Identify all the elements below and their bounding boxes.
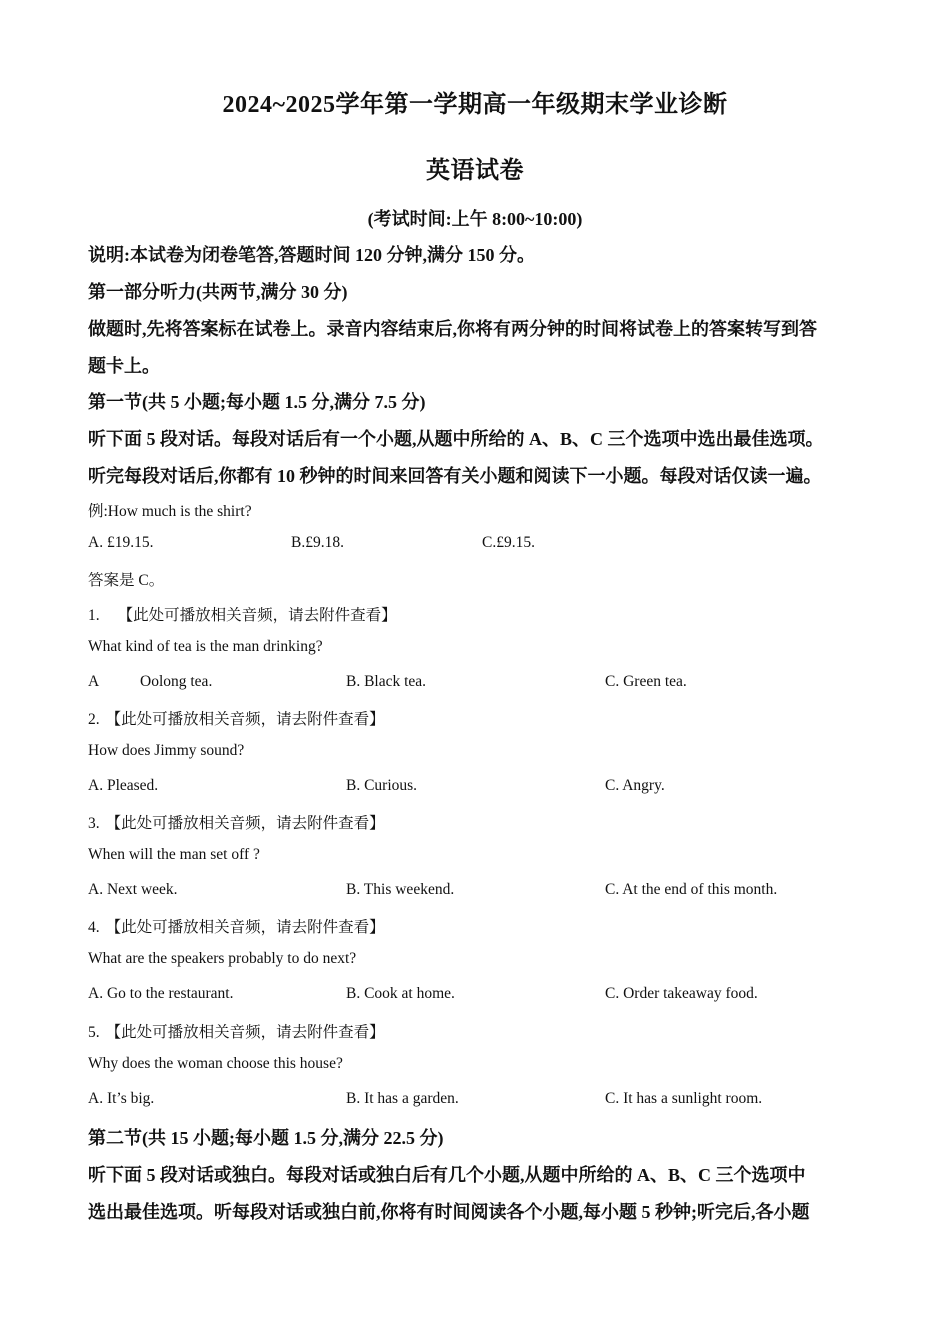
option-c: C. It has a sunlight room. bbox=[605, 1090, 763, 1107]
example-question: 例:How much is the shirt? bbox=[88, 503, 252, 520]
exam-subtitle: 英语试卷 bbox=[426, 158, 524, 184]
question-1-text: What kind of tea is the man drinking? bbox=[88, 638, 323, 655]
section2-intro-line2: 选出最佳选项。听每段对话或独白前,你将有时间阅读各个小题,每小题 5 秒钟;听完后,各小题 bbox=[88, 1202, 810, 1222]
example-option-c: C.£9.15. bbox=[482, 534, 535, 551]
section2-intro-line1: 听下面 5 段对话或独白。每段对话或独白后有几个小题,从题中所给的 A、B、C 三个选项中 bbox=[88, 1165, 806, 1185]
option-a: Oolong tea. bbox=[140, 673, 213, 690]
section2-heading: 第二节(共 15 小题;每小题 1.5 分,满分 22.5 分) bbox=[88, 1128, 444, 1148]
question-1-audio bbox=[88, 603, 397, 625]
question-number: 1. bbox=[88, 607, 100, 624]
option-a: A. It’s big. bbox=[88, 1090, 155, 1107]
example-option-b: B.£9.18. bbox=[291, 534, 344, 551]
option-b: B. This weekend. bbox=[346, 881, 455, 898]
question-3-audio bbox=[88, 811, 385, 833]
question-5-audio bbox=[88, 1020, 385, 1042]
option-b: B. Cook at home. bbox=[346, 985, 455, 1002]
question-2-text: How does Jimmy sound? bbox=[88, 742, 245, 759]
option-a: A. Pleased. bbox=[88, 777, 159, 794]
audio-note: 【此处可播放相关音频，请去附件查看】 bbox=[105, 711, 385, 728]
question-number: 5. bbox=[88, 1024, 100, 1041]
option-b: B. Black tea. bbox=[346, 673, 427, 690]
audio-note: 【此处可播放相关音频，请去附件查看】 bbox=[105, 919, 385, 936]
example-option-a: A. £19.15. bbox=[88, 534, 154, 551]
question-number: 3. bbox=[88, 815, 100, 832]
audio-note: 【此处可播放相关音频，请去附件查看】 bbox=[105, 815, 385, 832]
audio-note: 【此处可播放相关音频，请去附件查看】 bbox=[117, 607, 397, 624]
instructions-note: 说明:本试卷为闭卷笔答,答题时间 120 分钟,满分 150 分。 bbox=[88, 245, 535, 265]
part1-heading: 第一部分听力(共两节,满分 30 分) bbox=[88, 282, 348, 302]
option-b: B. It has a garden. bbox=[346, 1090, 459, 1107]
question-4-text: What are the speakers probably to do next? bbox=[88, 950, 357, 967]
example-answer: 答案是 C。 bbox=[88, 572, 165, 589]
question-4-audio bbox=[88, 915, 385, 937]
option-c: C. Angry. bbox=[605, 777, 665, 794]
question-3-text: When will the man set off ? bbox=[88, 846, 260, 863]
question-5-text: Why does the woman choose this house? bbox=[88, 1055, 343, 1072]
option-a: A. Go to the restaurant. bbox=[88, 985, 234, 1002]
option-c: C. Order takeaway food. bbox=[605, 985, 758, 1002]
exam-title: 2024~2025学年第一学期高一年级期末学业诊断 bbox=[222, 92, 728, 118]
part1-intro-line2: 题卡上。 bbox=[88, 356, 160, 376]
option-c: C. At the end of this month. bbox=[605, 881, 778, 898]
section1-intro-line1: 听下面 5 段对话。每段对话后有一个小题,从题中所给的 A、B、C 三个选项中选出最佳选项。 bbox=[88, 429, 824, 449]
option-c: C. Green tea. bbox=[605, 673, 687, 690]
section1-heading: 第一节(共 5 小题;每小题 1.5 分,满分 7.5 分) bbox=[88, 392, 426, 412]
part1-intro-line1: 做题时,先将答案标在试卷上。录音内容结束后,你将有两分钟的时间将试卷上的答案转写到答 bbox=[88, 319, 817, 339]
question-2-audio bbox=[88, 707, 385, 729]
option-b: B. Curious. bbox=[346, 777, 418, 794]
question-number: 2. bbox=[88, 711, 100, 728]
audio-note: 【此处可播放相关音频，请去附件查看】 bbox=[105, 1024, 385, 1041]
option-a-letter: A bbox=[88, 673, 100, 690]
exam-time: (考试时间:上午 8:00~10:00) bbox=[367, 209, 583, 229]
question-number: 4. bbox=[88, 919, 100, 936]
section1-intro-line2: 听完每段对话后,你都有 10 秒钟的时间来回答有关小题和阅读下一小题。每段对话仅读一遍。 bbox=[88, 466, 822, 486]
option-a: A. Next week. bbox=[88, 881, 178, 898]
